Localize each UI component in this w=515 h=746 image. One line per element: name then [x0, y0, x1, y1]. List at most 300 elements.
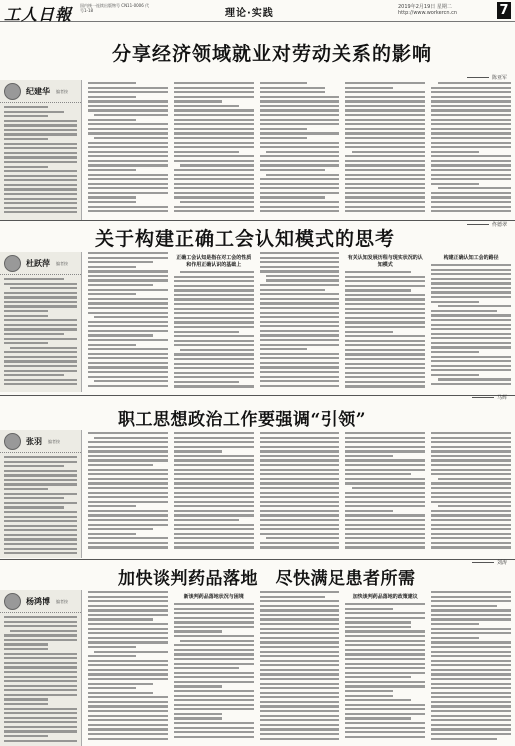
- text-line: [4, 379, 77, 381]
- text-line: [88, 266, 136, 268]
- text-line: [88, 591, 168, 593]
- text-line: [345, 695, 393, 697]
- text-line: [345, 612, 425, 614]
- text-line: [4, 207, 77, 209]
- text-line: [266, 174, 339, 176]
- text-line: [345, 358, 425, 360]
- author-name: 纪建华: [26, 87, 50, 96]
- text-line: [88, 298, 168, 300]
- text-line: [345, 464, 425, 466]
- text-line: [88, 302, 168, 304]
- text-line: [94, 114, 167, 116]
- text-line: [431, 432, 511, 434]
- text-line: [345, 289, 410, 291]
- text-line: [174, 736, 254, 738]
- article-subhead: 正确工会认知是指在对工会的性质和作用正确认识的基础上: [176, 255, 252, 268]
- text-line: [260, 646, 340, 648]
- text-line: [88, 496, 168, 498]
- issue-date: 2019年2月19日 星期二 http://www.workercn.cn: [398, 4, 458, 16]
- text-line: [345, 681, 425, 683]
- text-line: [174, 367, 254, 369]
- text-line: [4, 202, 77, 204]
- text-line: [345, 492, 425, 494]
- article-byline: 佟德翠: [467, 221, 507, 228]
- text-line: [88, 705, 168, 707]
- text-line: [174, 708, 254, 710]
- article-byline: 陈亚军: [467, 74, 507, 81]
- text-line: [438, 478, 511, 480]
- text-line: [88, 510, 168, 512]
- text-line: [260, 91, 325, 93]
- text-line: [88, 473, 168, 475]
- text-line: [4, 115, 48, 117]
- text-line: [4, 374, 64, 376]
- section-divider: [0, 395, 515, 396]
- text-line: [431, 692, 511, 694]
- text-line: [345, 690, 393, 692]
- text-line: [4, 470, 77, 472]
- text-line: [431, 128, 511, 130]
- text-line: [345, 146, 425, 148]
- text-line: [4, 671, 77, 673]
- text-line: [174, 87, 254, 89]
- text-line: [88, 344, 136, 346]
- text-line: [88, 192, 168, 194]
- text-line: [431, 146, 511, 148]
- text-line: [4, 124, 77, 126]
- text-line: [345, 501, 425, 503]
- text-line: [260, 196, 325, 198]
- text-line: [174, 132, 254, 134]
- text-line: [4, 666, 77, 668]
- text-line: [260, 302, 340, 304]
- text-line: [180, 349, 253, 351]
- text-line: [260, 618, 340, 620]
- text-line: [345, 312, 425, 314]
- text-line: [88, 334, 153, 336]
- text-line: [174, 340, 254, 342]
- text-line: [174, 82, 254, 84]
- text-line: [431, 183, 479, 185]
- text-line: [345, 210, 425, 212]
- text-line: [260, 591, 340, 593]
- text-line: [4, 170, 77, 172]
- text-line: [174, 487, 254, 489]
- text-line: [260, 96, 340, 98]
- text-line: [438, 82, 511, 84]
- text-line: [431, 524, 511, 526]
- text-line: [431, 492, 511, 494]
- text-line: [4, 465, 64, 467]
- text-line: [4, 278, 64, 280]
- text-line: [431, 533, 511, 535]
- article-body: [88, 82, 511, 218]
- text-line: [88, 275, 168, 277]
- text-line: [88, 146, 168, 148]
- text-line: [260, 673, 340, 675]
- text-line: [174, 446, 254, 448]
- text-line: [260, 114, 340, 116]
- text-line: [260, 660, 340, 662]
- text-line: [260, 683, 340, 685]
- text-line: [88, 357, 168, 359]
- text-line: [174, 317, 254, 319]
- text-line: [260, 119, 340, 121]
- text-line: [345, 363, 425, 365]
- text-line: [345, 119, 425, 121]
- text-line: [260, 307, 340, 309]
- text-line: [345, 546, 425, 548]
- text-line: [174, 542, 254, 544]
- text-line: [4, 488, 48, 490]
- text-line: [174, 105, 239, 107]
- text-line: [88, 183, 168, 185]
- text-line: [94, 137, 167, 139]
- text-line: [345, 276, 425, 278]
- sidebar-text: [0, 103, 81, 219]
- text-line: [88, 669, 168, 671]
- text-line: [260, 82, 308, 84]
- text-line: [174, 280, 254, 282]
- text-line: [260, 105, 340, 107]
- text-line: [345, 285, 425, 287]
- text-line: [174, 653, 254, 655]
- text-line: [174, 626, 254, 628]
- text-line: [431, 356, 511, 358]
- editor-note-tag: 编者按: [56, 260, 68, 266]
- text-line: [431, 487, 511, 489]
- text-line: [431, 196, 511, 198]
- article-headline: 加快谈判药品落地 尽快满足患者所需: [118, 569, 416, 589]
- text-line: [174, 196, 254, 198]
- text-line: [431, 206, 511, 208]
- text-line: [88, 692, 153, 694]
- text-line: [260, 637, 340, 639]
- text-line: [4, 708, 77, 710]
- text-line: [431, 151, 479, 153]
- text-line: [431, 609, 511, 611]
- text-line: [431, 628, 511, 630]
- text-line: [4, 653, 77, 655]
- text-line: [4, 456, 77, 458]
- text-line: [345, 87, 393, 89]
- text-line: [88, 96, 136, 98]
- text-line: [174, 496, 254, 498]
- text-line: [345, 469, 425, 471]
- page-number: 7: [497, 2, 511, 19]
- text-line: [94, 380, 167, 382]
- text-line: [260, 371, 340, 373]
- text-line: [431, 641, 511, 643]
- text-line: [88, 600, 168, 602]
- text-line: [88, 100, 168, 102]
- text-line: [431, 510, 511, 512]
- text-line: [174, 321, 254, 323]
- text-line: [345, 280, 425, 282]
- text-line: [260, 614, 340, 616]
- article-body: [88, 252, 511, 392]
- text-line: [345, 658, 425, 660]
- text-line: [431, 319, 511, 321]
- text-line: [4, 324, 77, 326]
- author-avatar: [4, 255, 21, 272]
- text-line: [180, 271, 253, 273]
- text-line: [345, 663, 425, 665]
- text-line: [431, 646, 511, 648]
- text-line: [345, 164, 425, 166]
- text-line: [431, 459, 511, 461]
- article-subhead: 构建正确认知工会的路径: [443, 255, 499, 261]
- text-line: [260, 651, 340, 653]
- text-line: [260, 380, 340, 382]
- text-line: [88, 371, 168, 373]
- text-line: [88, 673, 168, 675]
- text-line: [345, 519, 425, 521]
- text-line: [88, 210, 168, 212]
- text-line: [174, 695, 254, 697]
- text-line: [88, 339, 168, 341]
- author-avatar: [4, 83, 21, 100]
- text-line: [260, 201, 340, 203]
- text-line: [4, 147, 77, 149]
- text-line: [431, 514, 511, 516]
- text-line: [4, 657, 77, 659]
- text-line: [88, 542, 168, 544]
- text-line: [10, 630, 77, 632]
- text-line: [345, 608, 393, 610]
- text-line: [431, 473, 511, 475]
- text-line: [345, 187, 425, 189]
- text-line: [88, 492, 168, 494]
- text-line: [174, 617, 254, 619]
- text-line: [431, 296, 511, 298]
- text-line: [4, 333, 64, 335]
- text-line: [260, 261, 340, 263]
- text-line: [88, 478, 168, 480]
- text-line: [345, 372, 425, 374]
- text-line: [345, 667, 425, 669]
- text-line: [88, 201, 136, 203]
- text-line: [88, 733, 168, 735]
- text-line: [4, 138, 48, 140]
- text-line: [174, 183, 254, 185]
- text-line: [10, 347, 77, 349]
- text-line: [431, 155, 511, 157]
- text-line: [345, 335, 425, 337]
- text-line: [174, 501, 254, 503]
- text-line: [174, 630, 222, 632]
- text-line: [345, 169, 425, 171]
- text-line: [260, 705, 340, 707]
- text-line: [345, 478, 425, 480]
- text-line: [266, 151, 339, 153]
- text-line: [260, 270, 340, 272]
- text-line: [174, 137, 254, 139]
- text-line: [431, 591, 511, 593]
- text-line: [260, 252, 340, 254]
- text-line: [345, 331, 393, 333]
- text-line: [260, 128, 308, 130]
- author-sidebar: [0, 590, 82, 746]
- text-line: [260, 298, 340, 300]
- text-line: [431, 192, 511, 194]
- text-line: [260, 715, 340, 717]
- text-line: [345, 505, 425, 507]
- text-line: [174, 658, 254, 660]
- author-name: 杜跃萍: [26, 259, 50, 268]
- text-line: [345, 542, 425, 544]
- text-line: [4, 552, 77, 554]
- text-line: [88, 270, 168, 272]
- text-line: [4, 111, 64, 113]
- text-line: [88, 487, 168, 489]
- author-sidebar: [0, 252, 82, 392]
- text-line: [345, 482, 425, 484]
- text-line: [174, 187, 254, 189]
- text-line: [174, 528, 254, 530]
- text-line: [4, 497, 64, 499]
- text-line: [174, 667, 239, 669]
- text-line: [260, 710, 340, 712]
- text-line: [345, 617, 425, 619]
- text-line: [431, 365, 511, 367]
- text-line: [88, 119, 136, 121]
- text-line: [260, 696, 340, 698]
- text-line: [260, 464, 340, 466]
- text-line: [174, 731, 254, 733]
- text-line: [174, 312, 254, 314]
- text-line: [94, 316, 167, 318]
- text-line: [431, 464, 511, 466]
- text-line: [4, 106, 48, 108]
- text-line: [431, 450, 511, 452]
- text-line: [345, 142, 425, 144]
- text-line: [4, 616, 77, 618]
- text-line: [345, 349, 425, 351]
- text-line: [4, 474, 77, 476]
- text-line: [4, 676, 77, 678]
- text-line: [260, 482, 340, 484]
- text-line: [260, 724, 340, 726]
- text-line: [88, 160, 168, 162]
- article-headline: 关于构建正确工会认知模式的思考: [95, 228, 396, 250]
- text-line: [431, 614, 511, 616]
- text-line: [88, 683, 153, 685]
- text-line: [345, 649, 425, 651]
- text-line: [4, 356, 77, 358]
- text-line: [260, 321, 340, 323]
- article-headline: 职工思想政治工作要强调“引领”: [118, 410, 367, 430]
- text-line: [174, 510, 254, 512]
- text-line: [431, 632, 511, 634]
- text-line: [88, 724, 168, 726]
- text-line: [260, 362, 340, 364]
- text-line: [4, 730, 77, 732]
- author-sidebar: [0, 430, 82, 558]
- text-line: [345, 317, 425, 319]
- text-line: [88, 738, 168, 740]
- text-line: [345, 96, 425, 98]
- text-line: [345, 105, 425, 107]
- text-line: [345, 653, 425, 655]
- text-line: [88, 155, 168, 157]
- text-line: [431, 728, 511, 730]
- text-line: [174, 142, 254, 144]
- text-line: [431, 169, 511, 171]
- text-line: [345, 676, 410, 678]
- text-line: [260, 344, 340, 346]
- text-line: [345, 437, 425, 439]
- text-line: [174, 276, 254, 278]
- text-line: [431, 269, 511, 271]
- text-line: [88, 728, 168, 730]
- author-sidebar: [0, 80, 82, 220]
- text-line: [345, 459, 425, 461]
- text-line: [431, 683, 511, 685]
- text-line: [345, 672, 425, 674]
- text-line: [4, 698, 48, 700]
- text-line: [260, 123, 340, 125]
- text-line: [260, 293, 340, 295]
- text-line: [260, 266, 340, 268]
- text-line: [431, 596, 511, 598]
- text-line: [174, 713, 222, 715]
- text-line: [174, 519, 239, 521]
- text-line: [88, 719, 168, 721]
- author-name: 杨鸿博: [26, 597, 50, 606]
- text-line: [260, 348, 308, 350]
- text-line: [431, 160, 511, 162]
- text-line: [174, 381, 239, 383]
- text-line: [174, 681, 254, 683]
- text-line: [174, 331, 239, 333]
- text-line: [345, 308, 425, 310]
- text-line: [4, 310, 48, 312]
- text-line: [88, 524, 168, 526]
- text-line: [4, 342, 48, 344]
- text-line: [260, 641, 340, 643]
- text-line: [260, 187, 340, 189]
- text-line: [260, 596, 325, 598]
- text-line: [345, 155, 425, 157]
- text-line: [88, 637, 168, 639]
- text-line: [174, 363, 254, 365]
- editor-note-tag: 编者按: [56, 88, 68, 94]
- text-line: [431, 441, 511, 443]
- text-line: [4, 166, 48, 168]
- text-line: [431, 660, 511, 662]
- text-line: [431, 301, 479, 303]
- text-line: [88, 514, 168, 516]
- text-line: [174, 206, 254, 208]
- text-line: [174, 505, 254, 507]
- text-line: [431, 469, 511, 471]
- text-line: [174, 128, 254, 130]
- text-line: [345, 528, 425, 530]
- text-line: [345, 704, 425, 706]
- text-line: [260, 692, 340, 694]
- text-line: [345, 644, 425, 646]
- text-line: [345, 533, 425, 535]
- text-line: [345, 699, 410, 701]
- text-line: [4, 184, 77, 186]
- text-line: [94, 437, 167, 439]
- text-line: [431, 696, 511, 698]
- text-line: [431, 537, 511, 539]
- text-line: [174, 151, 239, 153]
- text-line: [345, 109, 425, 111]
- text-line: [174, 160, 254, 162]
